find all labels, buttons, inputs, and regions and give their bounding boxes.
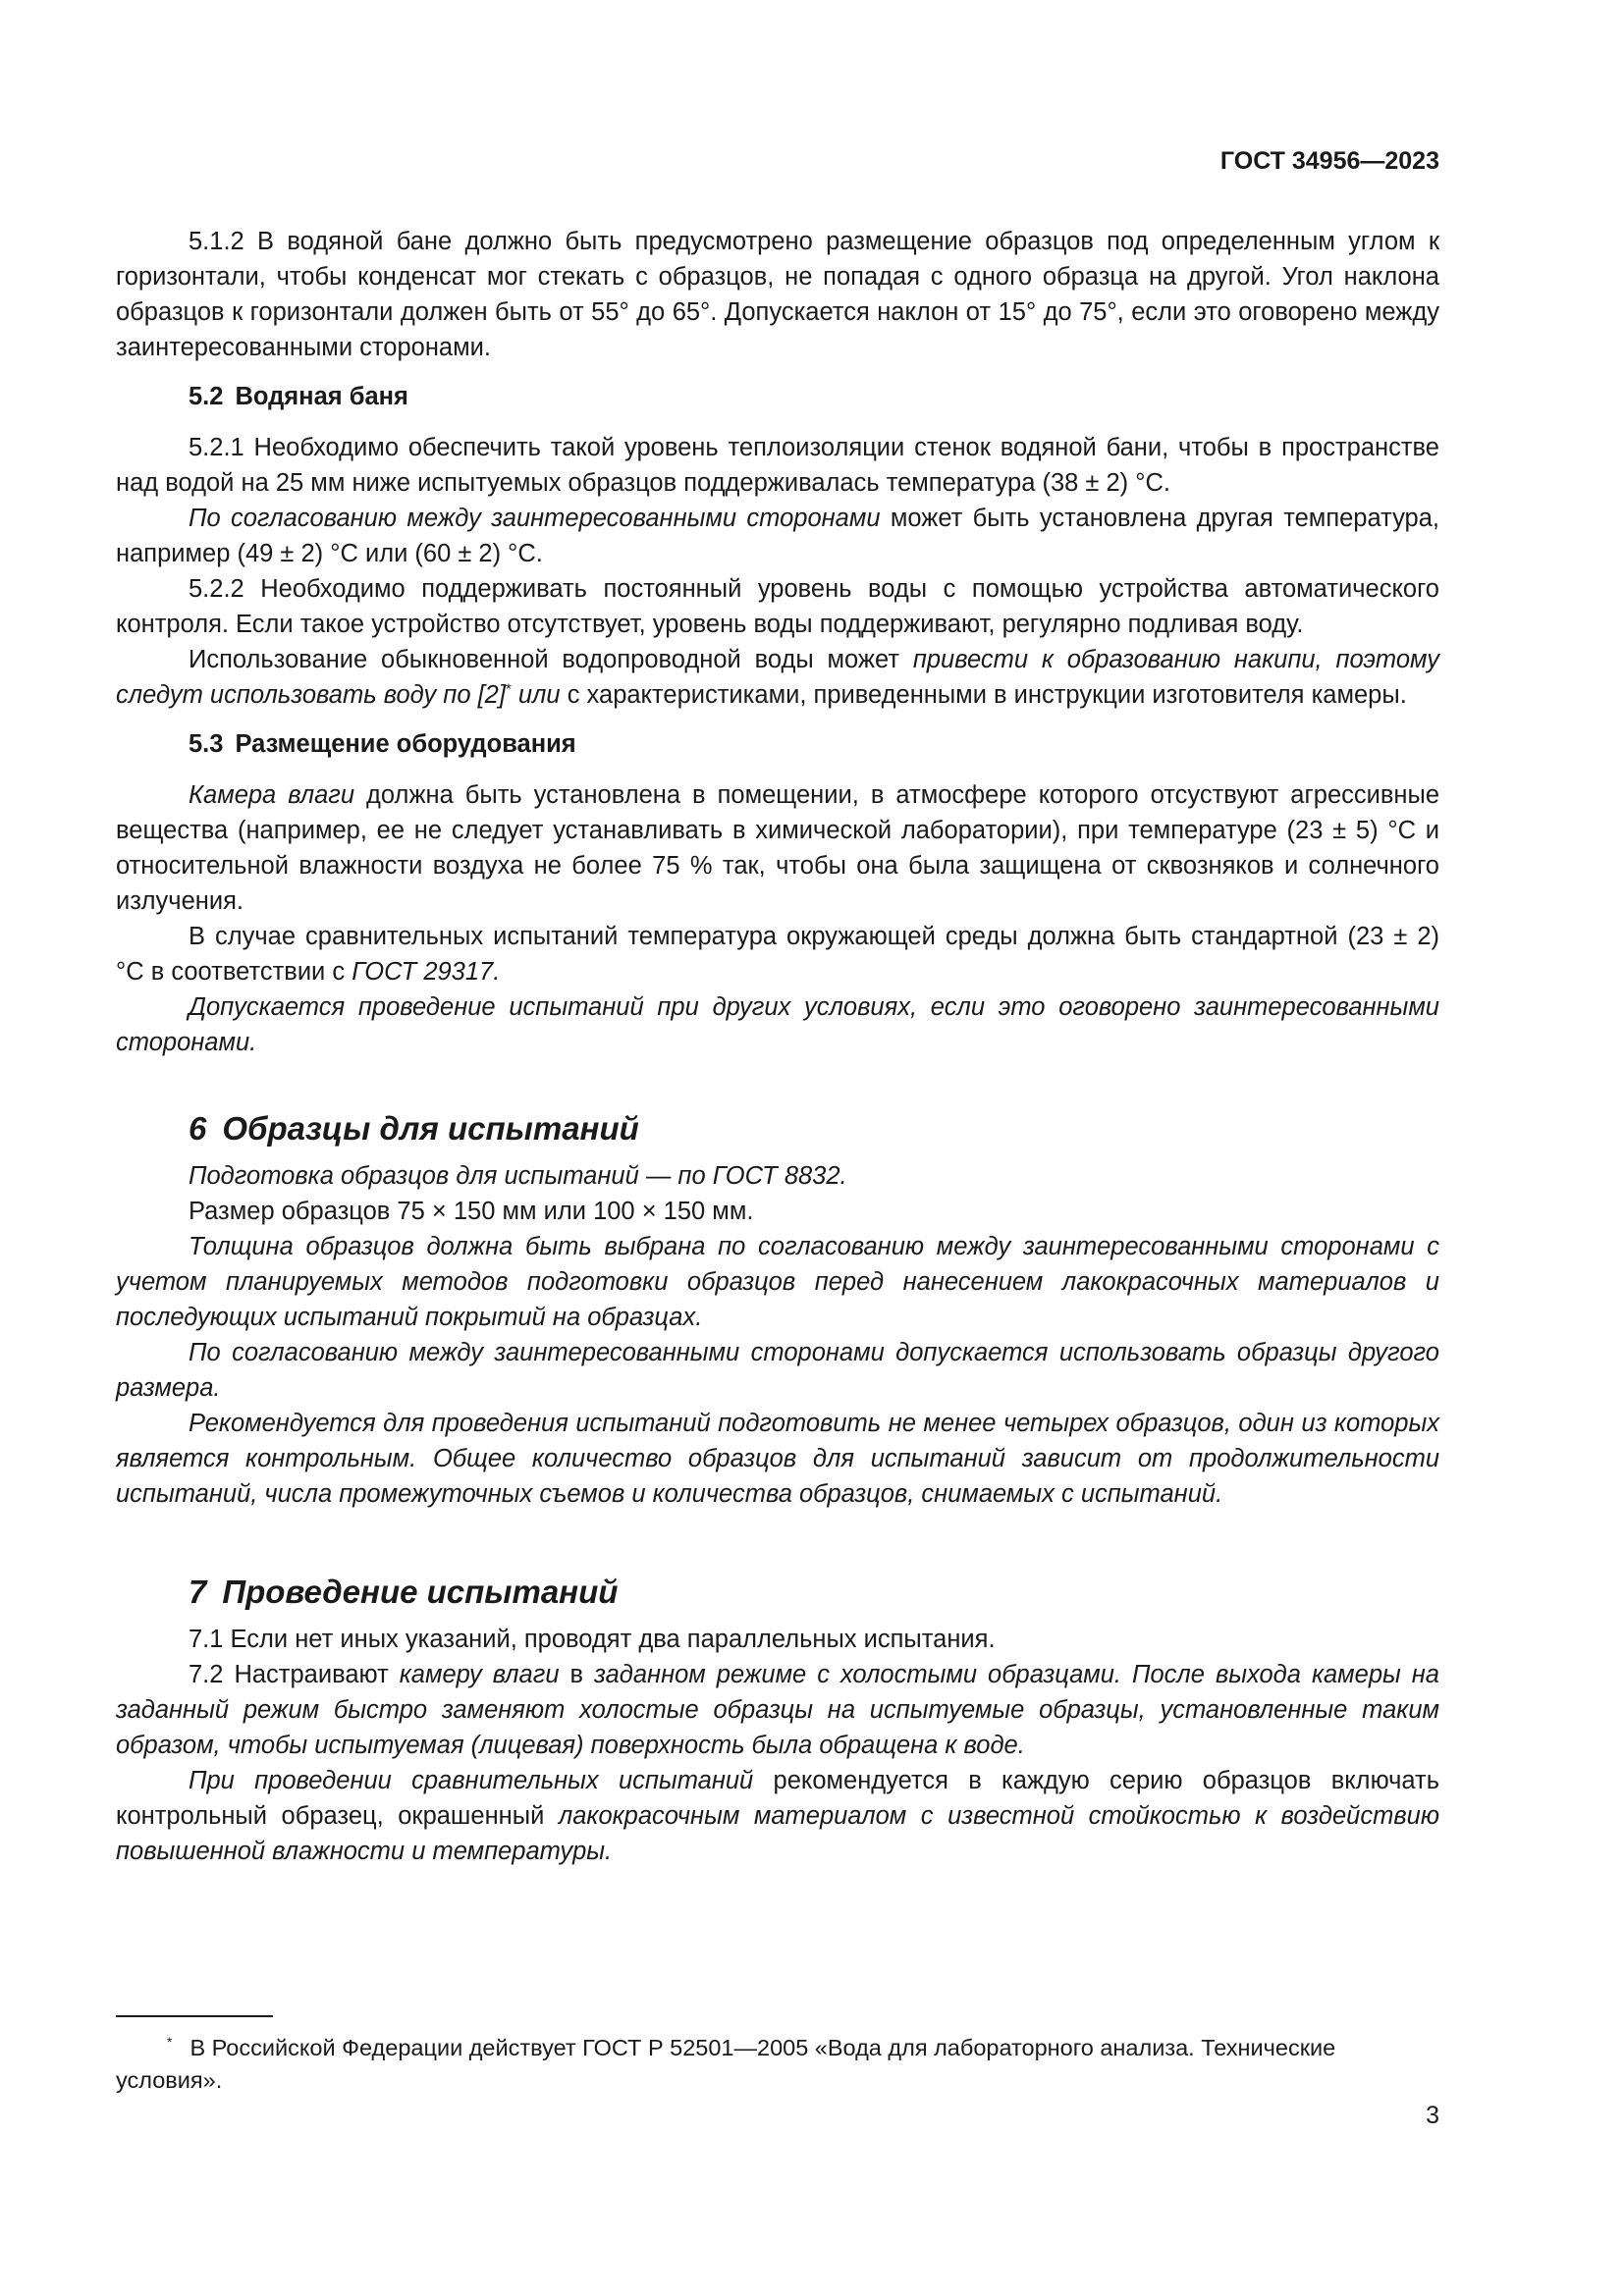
- italic-paragraph: Подготовка образцов для испытаний — по ГОСТ 8832.: [189, 1162, 847, 1190]
- italic-paragraph: Допускается проведение испытаний при других условиях, если это оговорено заинтересованными сторонами.: [116, 993, 1439, 1056]
- italic-term: лакокрасочным материалом с известной стойкостью к воздействию повышенной влажности и температуры.: [116, 1802, 1439, 1865]
- clause-5-2-1: 5.2.1 Необходимо обеспечить такой уровень теплоизоляции стенок водяной бани, чтобы в пространстве над водой на 25 мм ниже испытуемых образцов поддерживалась температура (38 ± 2) °С.: [116, 434, 1439, 497]
- footnote-reference[interactable]: *: [505, 680, 512, 698]
- clause-7-2-note: [116, 1763, 1439, 1869]
- italic-paragraph: Рекомендуется для проведения испытаний подготовить не менее четырех образцов, один из которых является контрольным. Общее количество образцов для испытаний зависит от продолжительности испытаний, числа промежуточных съемов и количества образцов, снимаемых с испытаний.: [116, 1410, 1439, 1508]
- section-number: 5.2: [189, 383, 224, 410]
- clause-7-2: [116, 1657, 1439, 1763]
- page-number: 3: [1426, 2102, 1439, 2129]
- italic-paragraph: Толщина образцов должна быть выбрана по согласованию между заинтересованными сторонами с учетом планируемых методов подготовки образцов перед нанесением лакокрасочных материалов и последующих испытаний покрытий на образцах.: [116, 1233, 1439, 1331]
- section-number: 7: [189, 1574, 207, 1610]
- section-6-p5: [116, 1406, 1439, 1512]
- italic-term: При проведении сравнительных испытаний: [189, 1767, 754, 1794]
- paragraph-text: должна быть установлена в помещении, в атмосфере которого отсуствуют агрессивные вещества (например, ее не следует устанавливать в химической лаборатории), при температуре (23 ± 5) °С и относительной влажности воздуха не более 75 % так, чтобы она была защищена от сквозняков и солнечного излучения.: [116, 781, 1440, 915]
- section-6-heading: [189, 1107, 1439, 1150]
- section-title: Проведение испытаний: [222, 1574, 619, 1610]
- paragraph-text: в: [559, 1661, 595, 1688]
- section-5-2-heading: [189, 379, 1439, 414]
- italic-term: Камера влаги: [189, 781, 355, 809]
- section-6-p4: [116, 1335, 1439, 1406]
- standard-header: ГОСТ 34956—2023: [1219, 147, 1439, 175]
- section-6-p3: [116, 1229, 1439, 1335]
- section-number: 6: [189, 1110, 207, 1147]
- clause-5-3-p1: [116, 777, 1439, 919]
- italic-term: привести к образованию накипи, поэтому следут использовать воду по [2]: [116, 646, 1439, 709]
- footnote: [116, 2032, 1439, 2097]
- paragraph-text: может быть установлена другая температура, например (49 ± 2) °С или (60 ± 2) °С.: [116, 505, 1439, 567]
- paragraph-text: рекомендуется в каждую серию образцов включать контрольный образец, окрашенный: [116, 1767, 1440, 1830]
- clause-5-2-2: 5.2.2 Необходимо поддерживать постоянный уровень воды с помощью устройства автоматического контроля. Если такое устройство отсутствует, уровень воды поддерживают, регулярно подливая воду.: [116, 575, 1439, 638]
- section-title: Размещение оборудования: [235, 730, 576, 758]
- section-6-p2: Размер образцов 75 × 150 мм или 100 × 150 мм.: [189, 1198, 754, 1225]
- section-title: Образцы для испытаний: [222, 1110, 639, 1147]
- section-title: Водяная баня: [235, 383, 408, 410]
- footnote-divider: [116, 2015, 273, 2017]
- clause-5-3-p2: [116, 919, 1439, 989]
- italic-paragraph: По согласованию между заинтересованными сторонами допускается использовать образцы другого размера.: [116, 1339, 1439, 1402]
- italic-term: заданном режиме с холостыми образцами. После выхода камеры на заданный режим быстро заменяют холостые образцы на испытуемые образцы, установленные таким образом, чтобы испытуемая (лицевая) поверхность была обращена к воде.: [116, 1661, 1439, 1759]
- clause-5-2-1-note: [116, 501, 1439, 571]
- paragraph-text: с характеристиками, приведенными в инструкции изготовителя камеры.: [560, 681, 1407, 709]
- page-content: [116, 224, 1439, 1869]
- clause-5-1-2: 5.1.2 В водяной бане должно быть предусмотрено размещение образцов под определенным углом к горизонтали, чтобы конденсат мог стекать с образцов, не попадая с одного образца на другой. Угол наклона образцов к горизонтали должен быть от 55° до 65°. Допускается наклон от 15° до 75°, если это оговорено между заинтересованными сторонами.: [116, 228, 1439, 361]
- paragraph-text: В случае сравнительных испытаний температура окружающей среды должна быть стандартной (23 ± 2) °С в соответствии с: [116, 923, 1439, 986]
- paragraph-text: Использование обыкновенной водопроводной воды может: [189, 646, 913, 673]
- standard-reference: ГОСТ 29317.: [352, 958, 501, 986]
- italic-term: По согласованию между заинтересованными сторонами: [189, 505, 881, 532]
- section-number: 5.3: [189, 730, 224, 758]
- footnote-text: В Российской Федерации действует ГОСТ Р 52501—2005 «Вода для лабораторного анализа. Технические условия».: [116, 2035, 1336, 2093]
- footnote-mark: *: [167, 2034, 173, 2051]
- section-6-p1: [116, 1158, 1439, 1194]
- italic-term: камеру влаги: [399, 1661, 560, 1688]
- clause-5-3-p3: [116, 989, 1439, 1060]
- clause-5-2-2-note: [116, 642, 1439, 713]
- paragraph-text: 7.2 Настраивают: [189, 1661, 400, 1688]
- section-7-heading: [189, 1571, 1439, 1614]
- italic-term: или: [511, 681, 561, 709]
- section-5-3-heading: [189, 726, 1439, 762]
- clause-7-1: 7.1 Если нет иных указаний, проводят два параллельных испытания.: [189, 1626, 996, 1653]
